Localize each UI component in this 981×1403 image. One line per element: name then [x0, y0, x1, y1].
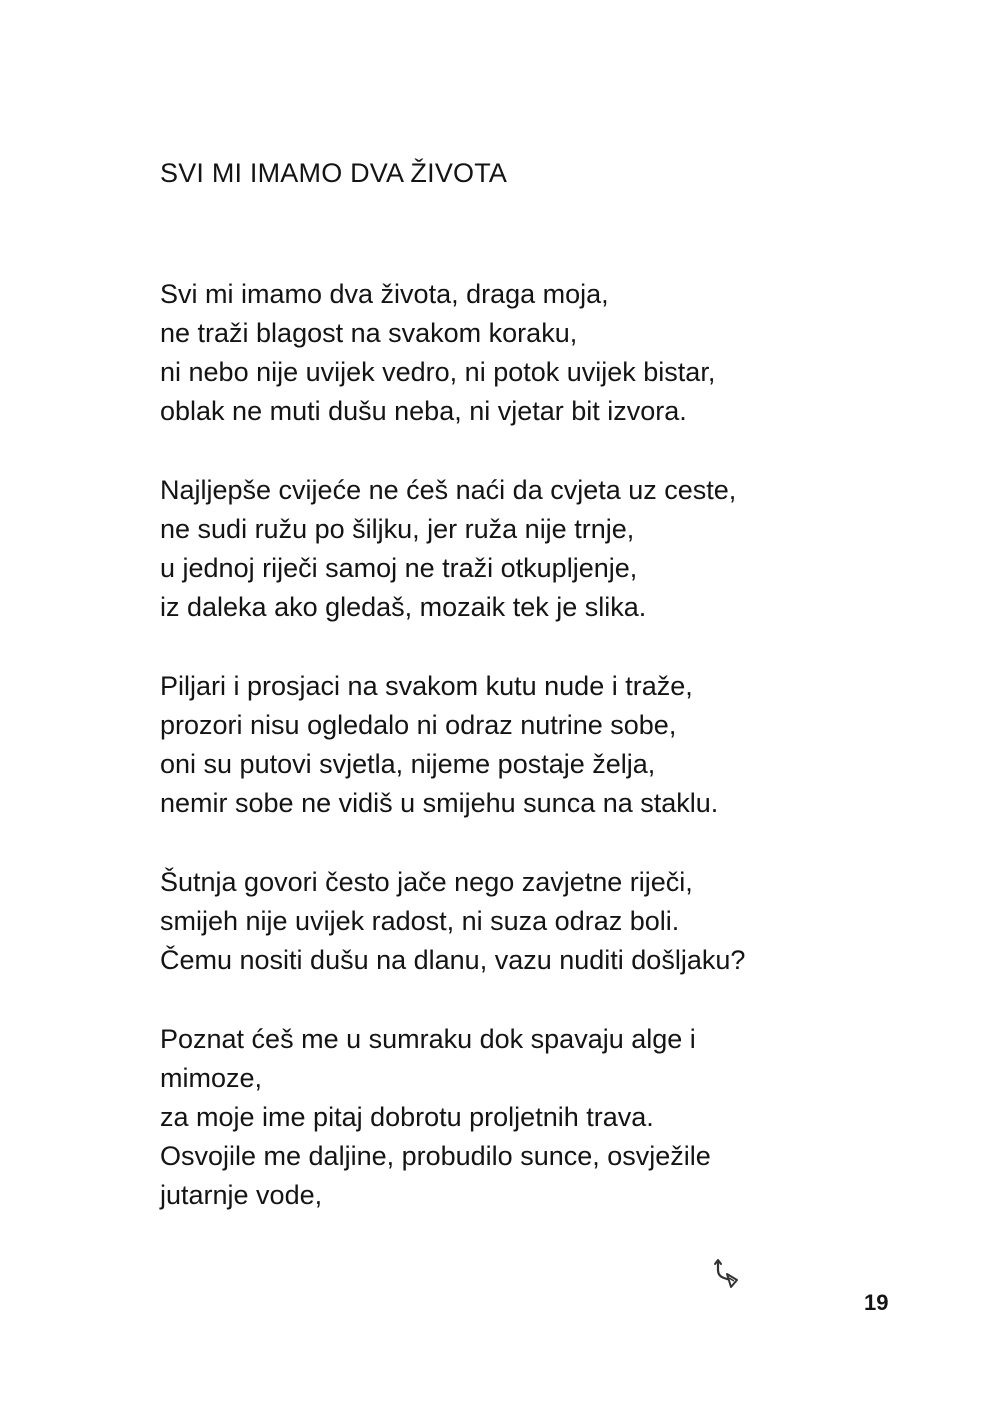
poem-line: oni su putovi svjetla, nijeme postaje želja,: [160, 749, 656, 779]
poem-line: ne sudi ružu po šiljku, jer ruža nije trnje,: [160, 514, 635, 544]
poem-line: prozori nisu ogledalo ni odraz nutrine sobe,: [160, 710, 677, 740]
poem-line: u jednoj riječi samoj ne traži otkupljenje,: [160, 553, 638, 583]
poem-line: iz daleka ako gledaš, mozaik tek je slika.: [160, 592, 647, 622]
poem-line: Šutnja govori često jače nego zavjetne riječi,: [160, 867, 693, 897]
stanza-2: [160, 471, 860, 627]
poem-line: smijeh nije uvijek radost, ni suza odraz boli.: [160, 906, 680, 936]
turn-page-arrow-icon: [710, 1256, 744, 1290]
poem-line: ne traži blagost na svakom koraku,: [160, 318, 578, 348]
poem-line: Osvojile me daljine, probudilo sunce, osvježile: [160, 1141, 711, 1171]
stanza-5: [160, 1020, 860, 1215]
poem-line: mimoze,: [160, 1063, 263, 1093]
page-number: 19: [864, 1290, 889, 1315]
stanza-1: [160, 275, 860, 431]
poem-line: Svi mi imamo dva života, draga moja,: [160, 279, 609, 309]
poem-line: oblak ne muti dušu neba, ni vjetar bit izvora.: [160, 396, 687, 426]
stanza-3: [160, 667, 860, 823]
poem-title: SVI MI IMAMO DVA ŽIVOTA: [160, 158, 508, 188]
poem-line: jutarnje vode,: [160, 1180, 323, 1210]
poem-line: Najljepše cvijeće ne ćeš naći da cvjeta uz ceste,: [160, 475, 737, 505]
stanza-4: [160, 863, 860, 980]
poem-line: za moje ime pitaj dobrotu proljetnih trava.: [160, 1102, 654, 1132]
poem-line: nemir sobe ne vidiš u smijehu sunca na staklu.: [160, 788, 719, 818]
poem-line: Čemu nositi dušu na dlanu, vazu nuditi došljaku?: [160, 945, 746, 975]
poem-line: ni nebo nije uvijek vedro, ni potok uvijek bistar,: [160, 357, 716, 387]
poem-line: Piljari i prosjaci na svakom kutu nude i traže,: [160, 671, 693, 701]
poem-line: Poznat ćeš me u sumraku dok spavaju alge i: [160, 1024, 696, 1054]
